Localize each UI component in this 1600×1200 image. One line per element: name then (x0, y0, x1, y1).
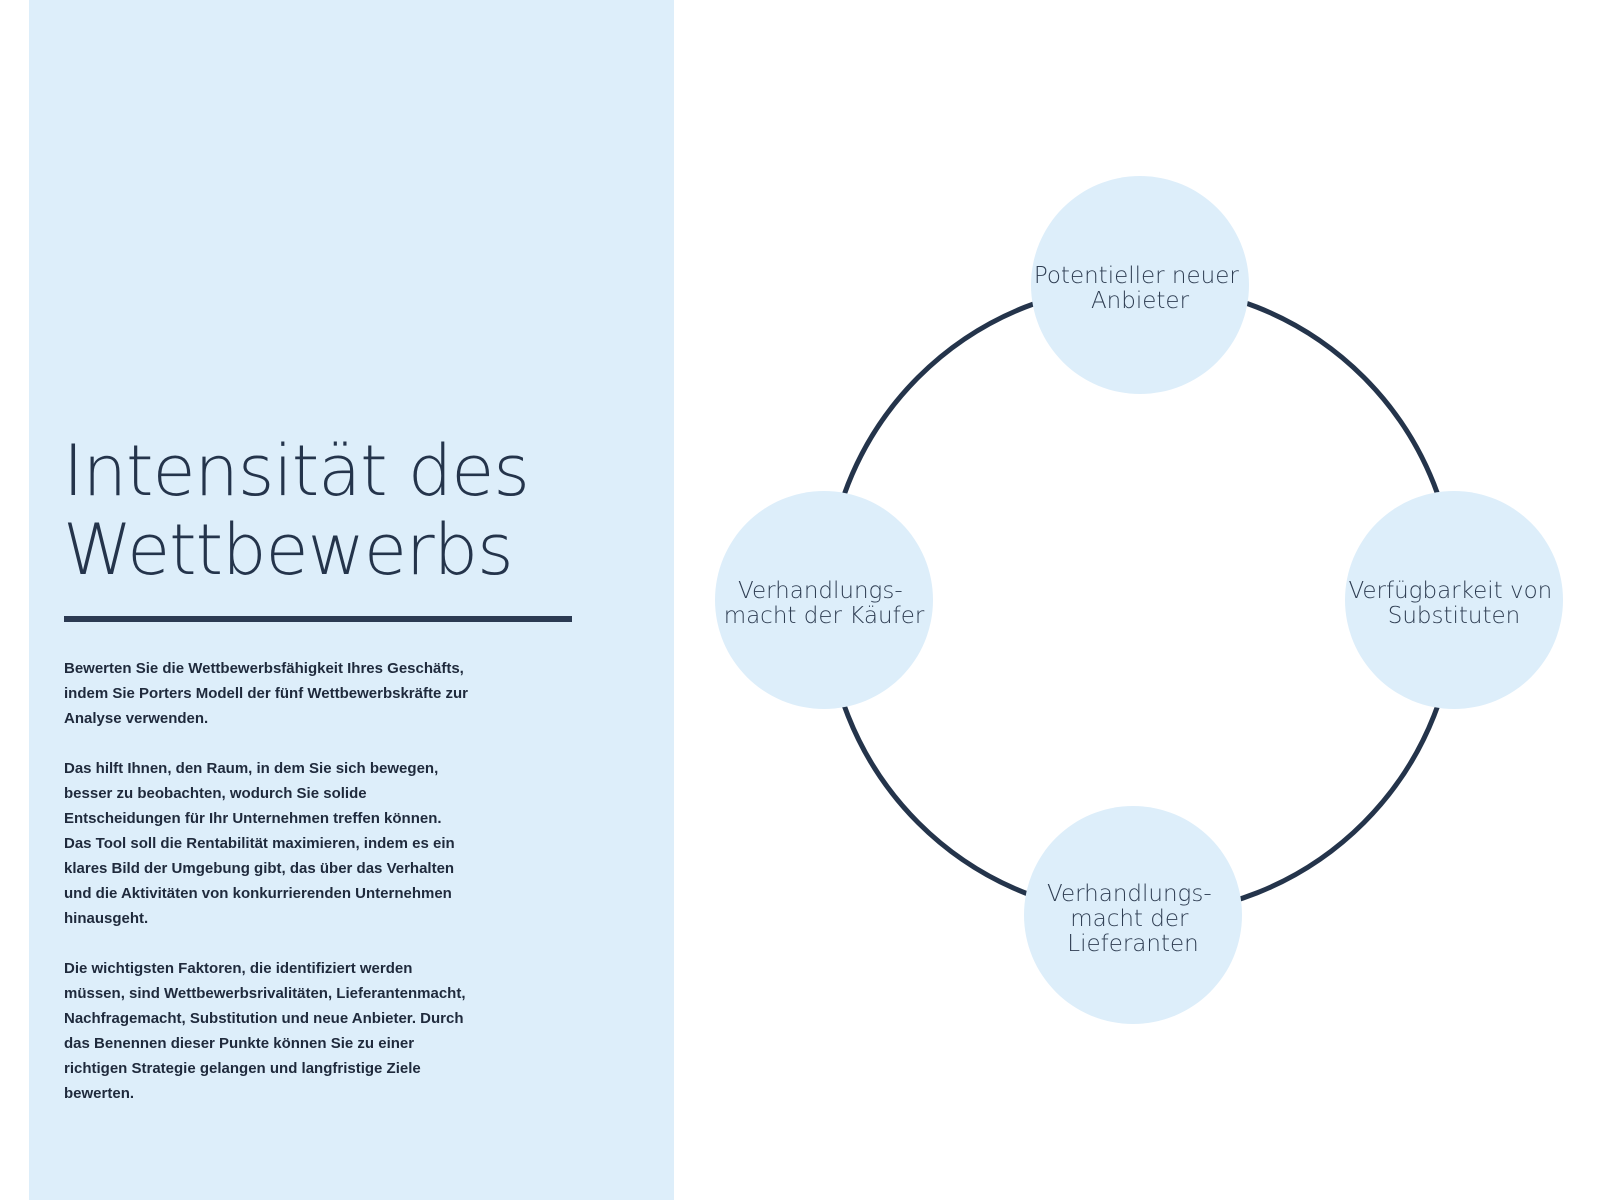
label-line: Substituten (1387, 603, 1521, 629)
label-line: Potentieller neuer (1033, 263, 1239, 289)
label-line: Verfügbarkeit von (1348, 578, 1553, 604)
text-line: indem Sie Porters Modell der fünf Wettbewerbskräfte zur (64, 685, 468, 702)
text-line: richtigen Strategie gelangen und langfristige Ziele (64, 1060, 421, 1077)
text-line: Das hilft Ihnen, den Raum, in dem Sie sich bewegen, (64, 760, 439, 777)
text-line: Analyse verwenden. (64, 710, 209, 727)
node-label (1047, 881, 1219, 957)
text-line: und die Aktivitäten von konkurrierenden Unternehmen (64, 885, 452, 902)
label-line: Verhandlungs- (738, 578, 903, 604)
text-line: Nachfragemacht, Substitution und neue Anbieter. Durch (64, 1010, 464, 1027)
label-line: Verhandlungs- (1047, 881, 1212, 907)
node-label (724, 578, 925, 629)
title-line-2: Wettbewerbs (63, 509, 513, 591)
text-line: besser zu beobachten, wodurch Sie solide (64, 785, 367, 802)
label-line: macht der Käufer (723, 603, 925, 629)
text-line: hinausgeht. (64, 910, 149, 927)
text-line: Das Tool soll die Rentabilität maximieren, indem es ein (64, 835, 455, 852)
node-supplier-power (1024, 806, 1242, 1024)
text-line: müssen, sind Wettbewerbsrivalitäten, Lieferantenmacht, (64, 985, 466, 1002)
text-line: das Benennen dieser Punkte können Sie zu einer (64, 1035, 415, 1052)
text-line: Die wichtigsten Faktoren, die identifiziert werden (64, 960, 413, 977)
text-line: Entscheidungen für Ihr Unternehmen treffen können. (64, 810, 442, 827)
label-line: Anbieter (1090, 288, 1190, 314)
text-line: klares Bild der Umgebung gibt, das über das Verhalten (64, 860, 455, 877)
title-line-1: Intensität des (63, 430, 529, 512)
node-substitutes (1345, 491, 1563, 709)
label-line: Lieferanten (1067, 931, 1199, 957)
text-line: bewerten. (64, 1085, 135, 1102)
node-buyer-power (715, 491, 933, 709)
text-line: Bewerten Sie die Wettbewerbsfähigkeit Ihres Geschäfts, (64, 660, 464, 677)
label-line: macht der (1070, 906, 1189, 932)
node-new-entrants (1031, 176, 1249, 394)
